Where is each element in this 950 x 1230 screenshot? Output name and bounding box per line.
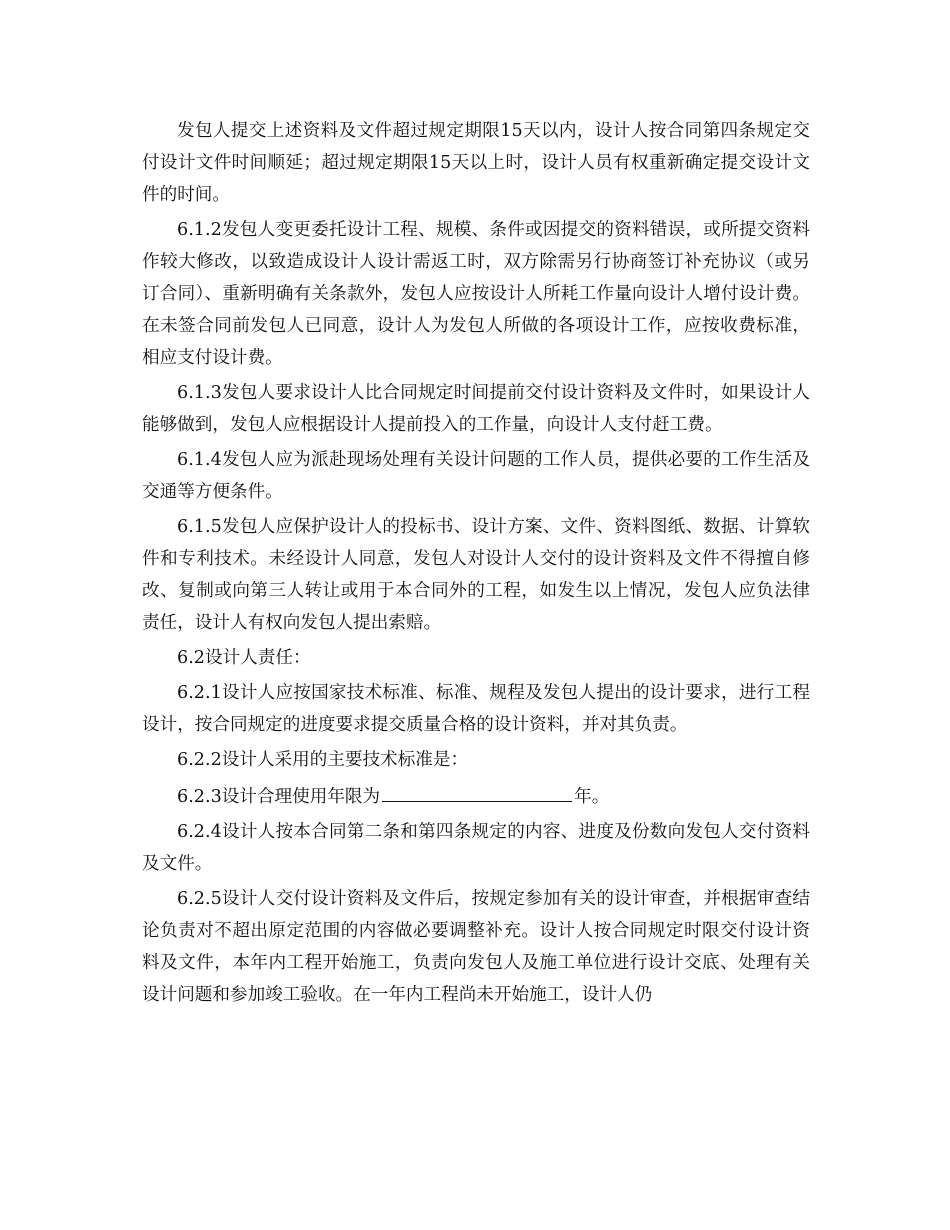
paragraph-6-2-3 xyxy=(142,779,810,813)
paragraph-6-2-2: 6.2.2设计人采用的主要技术标准是： xyxy=(177,750,469,770)
paragraph-6-1-4: 6.1.4发包人应为派赴现场处理有关设计问题的工作人员，提供必要的工作生活及交通等方便条件。 xyxy=(142,450,810,502)
paragraph-6-1-3: 6.1.3发包人要求设计人比合同规定时间提前交付设计资料及文件时，如果设计人能够做到，发包人应根据设计人提前投入的工作量，向设计人支付赶工费。 xyxy=(142,383,810,435)
clause-6-2-3-suffix: 年。 xyxy=(574,787,610,807)
clause-6-2-3-prefix: 6.2.3设计合理使用年限为 xyxy=(177,787,381,807)
fill-in-blank-years xyxy=(382,779,572,802)
paragraph-6-1-5: 6.1.5发包人应保护设计人的投标书、设计方案、文件、资料图纸、数据、计算软件和专利技术。未经设计人同意，发包人对设计人交付的设计资料及文件不得擅自修改、复制或向第三人转让或用于本合同外的工程，如发生以上情况，发包人应负法律责任，设计人有权向发包人提出索赔。 xyxy=(142,517,810,633)
paragraph-submission-delay: 发包人提交上述资料及文件超过规定期限15天以内，设计人按合同第四条规定交付设计文件时间顺延；超过规定期限15天以上时，设计人员有权重新确定提交设计文件的时间。 xyxy=(142,121,810,205)
paragraph-6-2-5: 6.2.5设计人交付设计资料及文件后，按规定参加有关的设计审查，并根据审查结论负责对不超出原定范围的内容做必要调整补充。设计人按合同规定时限交付设计资料及文件，本年内工程开始施工，负责向发包人及施工单位进行设计交底、处理有关设计问题和参加竣工验收。在一年内工程尚未开始施工，设计人仍 xyxy=(142,889,810,1005)
paragraph-6-2-4: 6.2.4设计人按本合同第二条和第四条规定的内容、进度及份数向发包人交付资料及文件。 xyxy=(142,822,810,874)
section-heading-6-2: 6.2设计人责任： xyxy=(177,648,311,668)
paragraph-6-1-2: 6.1.2发包人变更委托设计工程、规模、条件或因提交的资料错误，或所提交资料作较大修改，以致造成设计人设计需返工时，双方除需另行协商签订补充协议（或另订合同）、重新明确有关条款外，发包人应按设计人所耗工作量向设计人增付设计费。在未签合同前发包人已同意，设计人为发包人所做的各项设计工作，应按收费标准，相应支付设计费。 xyxy=(142,220,810,368)
document-body xyxy=(142,115,810,1014)
paragraph-6-2-1: 6.2.1设计人应按国家技术标准、标准、规程及发包人提出的设计要求，进行工程设计，按合同规定的进度要求提交质量合格的设计资料，并对其负责。 xyxy=(142,683,810,735)
